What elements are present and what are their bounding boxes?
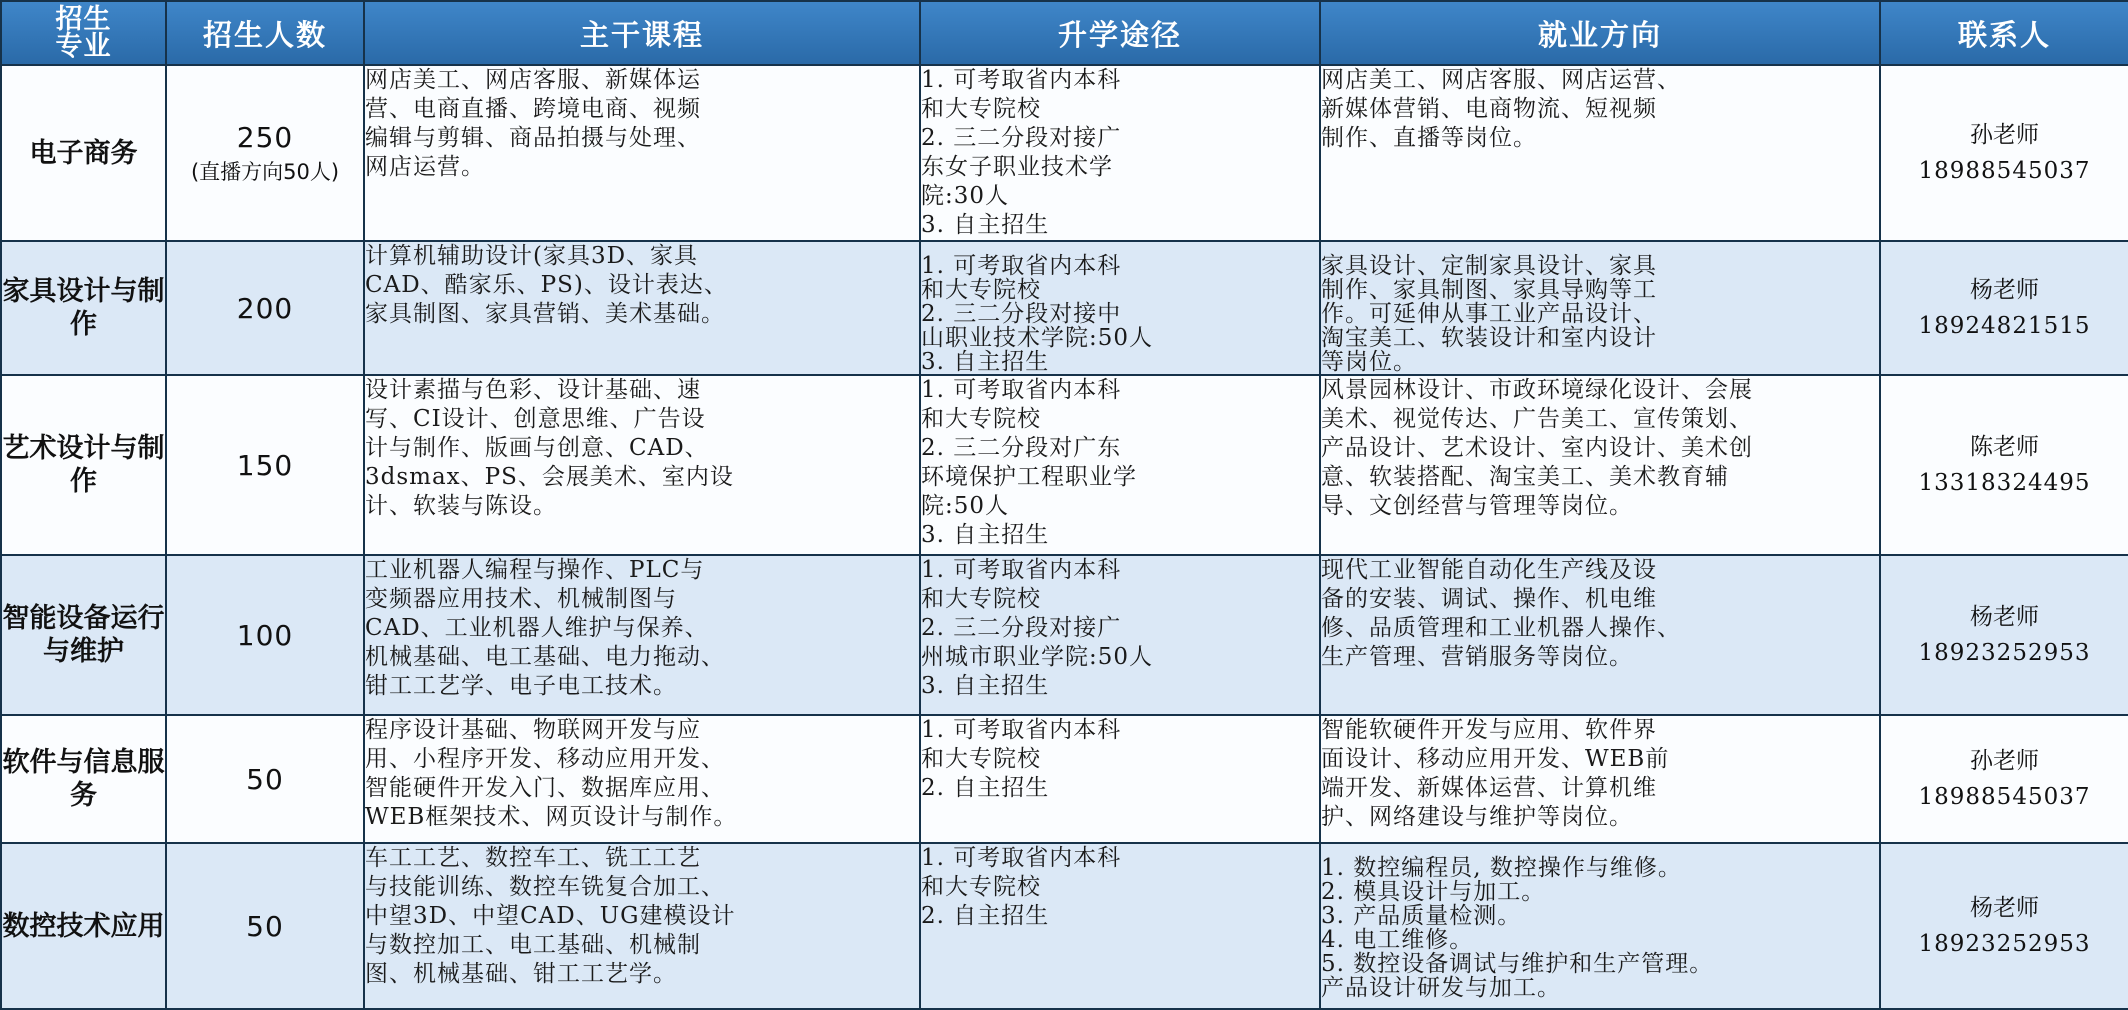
contact-phone: 18988545037 bbox=[1918, 158, 2091, 184]
table-row bbox=[1, 715, 2128, 843]
header-pathways: 升学途径 bbox=[920, 1, 1320, 65]
contact-name: 陈老师 bbox=[1970, 434, 2039, 460]
contact-name: 孙老师 bbox=[1970, 748, 2039, 774]
contact-cell bbox=[1880, 241, 2128, 375]
contact-cell bbox=[1880, 843, 2128, 1009]
jobs-cell: 智能软硬件开发与应用、软件界 面设计、移动应用开发、WEB前 端开发、新媒体运营、计算机维 护、网络建设与维护等岗位。 bbox=[1320, 715, 1880, 843]
header-contact: 联系人 bbox=[1880, 1, 2128, 65]
jobs-cell: 1. 数控编程员, 数控操作与维修。 2. 模具设计与加工。 3. 产品质量检测。 4. 电工维修。 5. 数控设备调试与维护和生产管理。 产品设计研发与加工。 bbox=[1320, 843, 1880, 1009]
count-value: 100 bbox=[236, 618, 294, 652]
contact-cell bbox=[1880, 375, 2128, 555]
count-value: 200 bbox=[236, 291, 294, 325]
count-value: 150 bbox=[236, 448, 294, 482]
major-cell: 家具设计与制作 bbox=[1, 241, 166, 375]
major-cell: 智能设备运行与维护 bbox=[1, 555, 166, 715]
count-cell bbox=[166, 843, 364, 1009]
contact-name: 杨老师 bbox=[1970, 895, 2039, 921]
pathways-cell: 1. 可考取省内本科 和大专院校 2. 三二分段对接广 东女子职业技术学 院:30人 3. 自主招生 bbox=[920, 65, 1320, 241]
jobs-cell: 现代工业智能自动化生产线及设 备的安装、调试、操作、机电维 修、品质管理和工业机器人操作、 生产管理、营销服务等岗位。 bbox=[1320, 555, 1880, 715]
contact-phone: 18923252953 bbox=[1918, 931, 2091, 957]
header-count: 招生人数 bbox=[166, 1, 364, 65]
table-row bbox=[1, 65, 2128, 241]
contact-cell bbox=[1880, 715, 2128, 843]
contact-name: 杨老师 bbox=[1970, 604, 2039, 630]
jobs-cell: 风景园林设计、市政环境绿化设计、会展 美术、视觉传达、广告美工、宣传策划、 产品设计、艺术设计、室内设计、美术创 意、软装搭配、淘宝美工、美术教育辅 导、文创经营与管理等岗位。 bbox=[1320, 375, 1880, 555]
contact-name: 孙老师 bbox=[1970, 122, 2039, 148]
major-cell: 艺术设计与制作 bbox=[1, 375, 166, 555]
count-value: 50 bbox=[246, 762, 284, 796]
contact-phone: 18924821515 bbox=[1918, 313, 2091, 339]
table-row bbox=[1, 555, 2128, 715]
courses-cell: 计算机辅助设计(家具3D、家具 CAD、酷家乐、PS)、设计表达、 家具制图、家具营销、美术基础。 bbox=[364, 241, 920, 375]
jobs-cell: 网店美工、网店客服、网店运营、 新媒体营销、电商物流、短视频 制作、直播等岗位。 bbox=[1320, 65, 1880, 241]
table-header bbox=[1, 1, 2128, 65]
courses-cell: 网店美工、网店客服、新媒体运 营、电商直播、跨境电商、视频 编辑与剪辑、商品拍摄与处理、 网店运营。 bbox=[364, 65, 920, 241]
count-cell bbox=[166, 241, 364, 375]
major-cell: 数控技术应用 bbox=[1, 843, 166, 1009]
courses-cell: 程序设计基础、物联网开发与应 用、小程序开发、移动应用开发、 智能硬件开发入门、数据库应用、 WEB框架技术、网页设计与制作。 bbox=[364, 715, 920, 843]
header-courses: 主干课程 bbox=[364, 1, 920, 65]
contact-cell bbox=[1880, 65, 2128, 241]
pathways-cell: 1. 可考取省内本科 和大专院校 2. 自主招生 bbox=[920, 715, 1320, 843]
pathways-cell: 1. 可考取省内本科 和大专院校 2. 三二分段对接广 州城市职业学院:50人 3. 自主招生 bbox=[920, 555, 1320, 715]
courses-cell: 工业机器人编程与操作、PLC与 变频器应用技术、机械制图与 CAD、工业机器人维护与保养、 机械基础、电工基础、电力拖动、 钳工工艺学、电子电工技术。 bbox=[364, 555, 920, 715]
table-row bbox=[1, 843, 2128, 1009]
contact-cell bbox=[1880, 555, 2128, 715]
major-cell: 软件与信息服务 bbox=[1, 715, 166, 843]
count-cell bbox=[166, 555, 364, 715]
table-body bbox=[1, 65, 2128, 1009]
contact-phone: 18988545037 bbox=[1918, 784, 2091, 810]
count-cell bbox=[166, 375, 364, 555]
header-major bbox=[1, 1, 166, 65]
pathways-cell: 1. 可考取省内本科 和大专院校 2. 三二分段对广东 环境保护工程职业学 院:50人 3. 自主招生 bbox=[920, 375, 1320, 555]
count-cell bbox=[166, 65, 364, 241]
count-note: (直播方向50人) bbox=[190, 159, 340, 184]
table-row bbox=[1, 375, 2128, 555]
jobs-cell: 家具设计、定制家具设计、家具 制作、家具制图、家具导购等工 作。可延伸从事工业产品设计、 淘宝美工、软装设计和室内设计 等岗位。 bbox=[1320, 241, 1880, 375]
major-cell: 电子商务 bbox=[1, 65, 166, 241]
pathways-cell: 1. 可考取省内本科 和大专院校 2. 三二分段对接中 山职业技术学院:50人 3. 自主招生 bbox=[920, 241, 1320, 375]
courses-cell: 车工工艺、数控车工、铣工工艺 与技能训练、数控车铣复合加工、 中望3D、中望CAD、UG建模设计 与数控加工、电工基础、机械制 图、机械基础、钳工工艺学。 bbox=[364, 843, 920, 1009]
count-value: 50 bbox=[246, 909, 284, 943]
pathways-cell: 1. 可考取省内本科 和大专院校 2. 自主招生 bbox=[920, 843, 1320, 1009]
contact-name: 杨老师 bbox=[1970, 277, 2039, 303]
count-value: 250 bbox=[236, 120, 294, 154]
header-row bbox=[1, 1, 2128, 65]
table-row bbox=[1, 241, 2128, 375]
header-jobs: 就业方向 bbox=[1320, 1, 1880, 65]
count-cell bbox=[166, 715, 364, 843]
contact-phone: 13318324495 bbox=[1918, 470, 2091, 496]
courses-cell: 设计素描与色彩、设计基础、速 写、CI设计、创意思维、广告设 计与制作、版画与创意、CAD、 3dsmax、PS、会展美术、室内设 计、软装与陈设。 bbox=[364, 375, 920, 555]
header-major-line1: 招生 bbox=[55, 4, 112, 35]
contact-phone: 18923252953 bbox=[1918, 640, 2091, 666]
header-major-line2: 专业 bbox=[55, 31, 112, 62]
